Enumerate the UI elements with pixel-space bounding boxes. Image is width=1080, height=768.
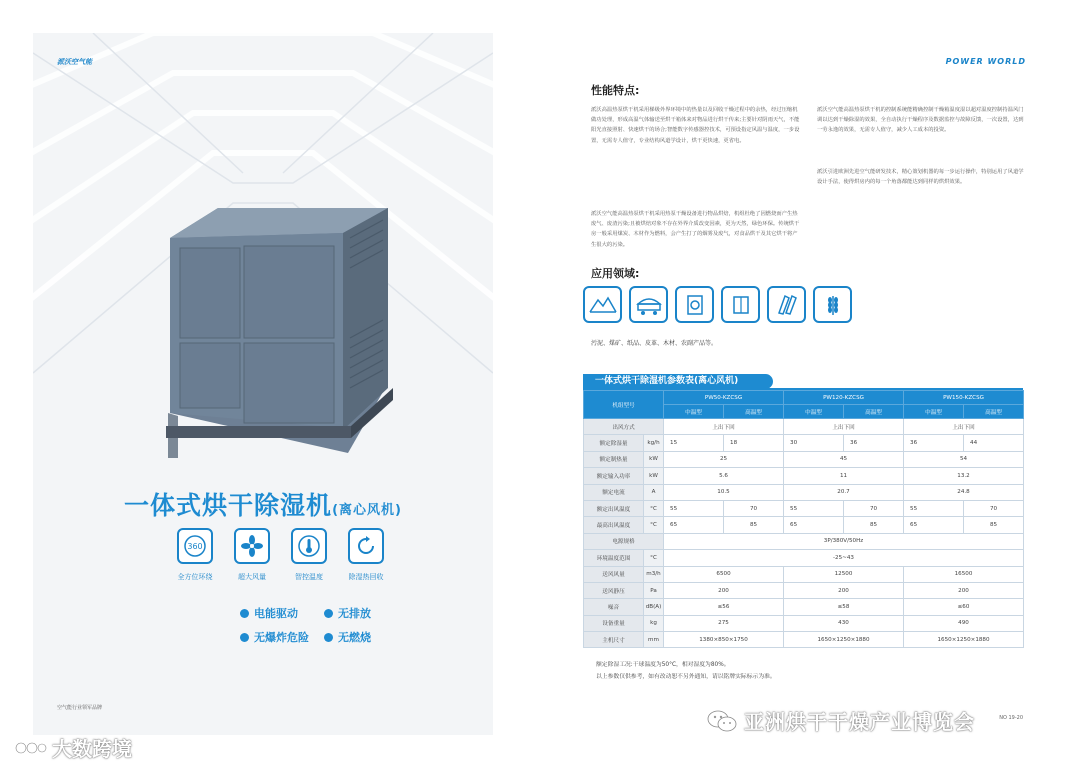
table-cell: 18 <box>724 435 784 451</box>
table-row <box>584 550 1024 566</box>
table-row <box>584 451 1024 467</box>
table-note-1: 额定除湿工况:干球温度为50°C，相对湿度为80%。 <box>596 662 730 668</box>
table-row-unit: Pa <box>644 582 664 598</box>
table-cell: 13.2 <box>904 468 1024 484</box>
product-title-main: 一体式烘干除湿机 <box>124 491 333 520</box>
table-cell: 上出下回 <box>784 419 904 435</box>
table-row <box>584 419 1024 435</box>
table-row-unit: kW <box>644 451 664 467</box>
table-row-unit: °C <box>644 517 664 533</box>
feature-item <box>342 528 390 582</box>
watermark-right <box>706 706 975 735</box>
table-row-label: 环境温度范围 <box>584 550 644 566</box>
features-paragraph-4: 派沃引进欧洲先进空气能研发技术，精心策划机器的每一步运行操作，特别运用了风道学设计手法，使得烘房内的每一个角落都能达到同样的烘烘效果。 <box>817 169 1024 186</box>
table-row-label: 额定输入功率 <box>584 468 644 484</box>
bullet-dot-icon <box>324 633 333 642</box>
table-cell: 15 <box>664 435 724 451</box>
table-header-model-label: 机组型号 <box>584 391 664 419</box>
table-cell: 44 <box>964 435 1024 451</box>
table-header-model: PW120-KZCSG <box>784 391 904 405</box>
benefit-list <box>240 605 408 645</box>
table-row <box>584 533 1024 549</box>
refresh-icon <box>348 528 384 564</box>
table-row-label: 设备重量 <box>584 615 644 631</box>
table-row <box>584 632 1024 648</box>
table-cell: 36 <box>844 435 904 451</box>
table-cell: 430 <box>784 615 904 631</box>
bullet-dot-icon <box>240 609 249 618</box>
benefit-label: 电能驱动 <box>254 607 298 620</box>
table-row <box>584 582 1024 598</box>
table-row-label: 主机尺寸 <box>584 632 644 648</box>
brand-logo-left: 派沃空气能 <box>57 58 92 66</box>
benefit-label: 无排放 <box>338 607 371 620</box>
features-paragraph-3: 派沃空气能高温热泵烘干机的控制系统能精确控制干燥箱温度湿以超对温度控制持温风门调以达到干燥除湿的效果，全自动执行干燥程序及数据监控与故障反馈，一次设置，达到一劳永逸的效果，无需专人值守，减少人工成本的投资。 <box>817 107 1024 134</box>
table-cell: 70 <box>724 500 784 516</box>
table-cell: 1650×1250×1880 <box>904 632 1024 648</box>
table-cell: 上出下回 <box>904 419 1024 435</box>
table-cell: 70 <box>844 500 904 516</box>
table-cell: ≤56 <box>664 599 784 615</box>
thermometer-icon <box>291 528 327 564</box>
table-cell: 10.5 <box>664 484 784 500</box>
table-row <box>584 484 1024 500</box>
table-cell: 200 <box>664 582 784 598</box>
table-row <box>584 615 1024 631</box>
table-row-label: 额定制热量 <box>584 451 644 467</box>
feature-label: 除湿热回收 <box>348 573 384 581</box>
table-cell: 55 <box>664 500 724 516</box>
table-row-unit: A <box>644 484 664 500</box>
table-cell: 85 <box>844 517 904 533</box>
table-cell: 70 <box>964 500 1024 516</box>
brand-logo-right: POWER WORLD <box>945 57 1026 66</box>
table-row <box>584 599 1024 615</box>
table-cell: -25~43 <box>664 550 1024 566</box>
table-cell: 24.8 <box>904 484 1024 500</box>
table-cell: 65 <box>784 517 844 533</box>
table-cell: 1380×850×1750 <box>664 632 784 648</box>
table-row-label: 送风静压 <box>584 582 644 598</box>
table-title: 一体式烘干除湿机参数表(离心风机) <box>583 374 773 389</box>
feature-item <box>171 528 219 582</box>
table-cell: 25 <box>664 451 784 467</box>
table-row-unit: kg <box>644 615 664 631</box>
benefit-label: 无爆炸危险 <box>254 631 309 644</box>
feature-item <box>228 528 276 582</box>
product-title <box>33 486 493 522</box>
table-row-label: 出风方式 <box>584 419 664 435</box>
table-cell: 11 <box>784 468 904 484</box>
table-cell: 65 <box>664 517 724 533</box>
page-number: NO 19-20 <box>999 715 1023 721</box>
table-cell: 200 <box>784 582 904 598</box>
table-row <box>584 435 1024 451</box>
table-row-label: 最高出风温度 <box>584 517 644 533</box>
table-note-2: 以上参数仅供参考，如有改动恕不另外通知，请以铭牌实际标示为准。 <box>596 674 776 680</box>
features-paragraph-2: 派沃空气能高温热泵烘干机采用热泵干燥设备进行物品烘焙，机组杜绝了因燃烧而产生热废气、废渣污染;且被烘焙对象不存在外界介质改变因素，更为天然，绿色环保。传统烘干房一般采用煤炭、木材作为燃料，会产生打了的烟雾及废气，对食品烘干及其它烘干将产生很大的污染。 <box>591 211 800 248</box>
footer-tagline: 空气能行业领军品牌 <box>57 705 103 711</box>
table-cell: 85 <box>724 517 784 533</box>
bullet-dot-icon <box>324 609 333 618</box>
watermark-left <box>14 733 132 762</box>
table-header-model: PW150-KZCSG <box>904 391 1024 405</box>
benefit-label: 无燃烧 <box>338 631 371 644</box>
table-cell: 30 <box>784 435 844 451</box>
bullet-dot-icon <box>240 633 249 642</box>
svg-text:360: 360 <box>187 542 203 551</box>
benefit-item <box>240 605 324 621</box>
feature-item <box>285 528 333 582</box>
table-row-label: 送风风量 <box>584 566 644 582</box>
table-cell: 3P/380V/50Hz <box>664 533 1024 549</box>
table-cell: 275 <box>664 615 784 631</box>
feature-label: 超大风量 <box>238 573 266 581</box>
table-cell: 36 <box>904 435 964 451</box>
table-cell: 65 <box>904 517 964 533</box>
left-page <box>33 33 493 735</box>
table-row <box>584 500 1024 516</box>
table-row-unit: kW <box>644 468 664 484</box>
table-header-subtype: 中温型 <box>784 405 844 419</box>
table-header-model: PW50-KZCSG <box>664 391 784 405</box>
benefit-item <box>324 629 408 645</box>
fan-icon <box>234 528 270 564</box>
table-cell: 54 <box>904 451 1024 467</box>
table-row-label: 额定出风温度 <box>584 500 644 516</box>
table-cell: 6500 <box>664 566 784 582</box>
table-header-row <box>584 391 1024 405</box>
table-row <box>584 517 1024 533</box>
table-row-unit: mm <box>644 632 664 648</box>
table-header-subtype: 高温型 <box>724 405 784 419</box>
dehumidifier-unit-image <box>158 198 403 458</box>
table-cell: 85 <box>964 517 1024 533</box>
table-row-label: 额定除湿量 <box>584 435 644 451</box>
feature-icons <box>171 528 390 582</box>
table-cell: 45 <box>784 451 904 467</box>
table-row <box>584 468 1024 484</box>
table-row-label: 电源规格 <box>584 533 664 549</box>
benefit-item <box>240 629 324 645</box>
360-icon <box>177 528 213 564</box>
right-page <box>566 33 1056 735</box>
table-cell: ≤60 <box>904 599 1024 615</box>
mountain-icon <box>583 286 622 323</box>
table-cell: 16500 <box>904 566 1024 582</box>
watermark-left-text: 大数跨境 <box>52 737 132 761</box>
table-row-label: 额定电流 <box>584 484 644 500</box>
table-header-subtype: 中温型 <box>904 405 964 419</box>
parameter-table <box>583 390 1024 648</box>
watermark-right-text: 亚洲烘干干燥产业博览会 <box>744 710 975 734</box>
wood-icon <box>767 286 806 323</box>
table-cell: 490 <box>904 615 1024 631</box>
table-cell: 55 <box>784 500 844 516</box>
table-cell: 55 <box>904 500 964 516</box>
table-cell: 20.7 <box>784 484 904 500</box>
table-cell: 12500 <box>784 566 904 582</box>
leather-icon <box>721 286 760 323</box>
table-row-unit: °C <box>644 550 664 566</box>
feature-label: 全方位环绕 <box>177 573 213 581</box>
section-title-features: 性能特点: <box>591 84 640 97</box>
applications-text: 污泥、煤矿、纸品、皮革、木材、农副产品等。 <box>591 340 718 347</box>
application-icons <box>583 286 852 323</box>
features-paragraph-1: 派沃高温热泵烘干机采用梯级外界环境中的热量以及回收干燥过程中的余热，经过压缩机做功处理，形成高温气体输送至烘干箱体来对物品进行烘干传来;主要针对阴雨天气，不能阳光直接照射、快速烘干的场合;智能数字传感器控技术，可预设指定风温与温度，一步设置，无需专人值守，专业结构风道学设计，烘干更快速，更省电。 <box>591 107 800 144</box>
table-row-unit: m3/h <box>644 566 664 582</box>
product-title-sub: (离心风机) <box>332 503 402 518</box>
feature-label: 智控温度 <box>295 573 323 581</box>
table-cell: 上出下回 <box>664 419 784 435</box>
table-cell: 1650×1250×1880 <box>784 632 904 648</box>
table-cell: ≤58 <box>784 599 904 615</box>
table-header-subtype: 中温型 <box>664 405 724 419</box>
table-row-label: 噪音 <box>584 599 644 615</box>
table-row <box>584 566 1024 582</box>
table-cell: 200 <box>904 582 1024 598</box>
benefit-item <box>324 605 408 621</box>
watermark-logo-icon <box>14 737 48 759</box>
paper-roll-icon <box>675 286 714 323</box>
grain-cart-icon <box>629 286 668 323</box>
table-row-unit: kg/h <box>644 435 664 451</box>
wechat-icon <box>706 708 738 734</box>
table-cell: 5.6 <box>664 468 784 484</box>
table-row-unit: dB(A) <box>644 599 664 615</box>
table-header-subtype: 高温型 <box>844 405 904 419</box>
table-header-subtype: 高温型 <box>964 405 1024 419</box>
table-row-unit: °C <box>644 500 664 516</box>
section-title-applications: 应用领域: <box>591 267 640 280</box>
wheat-icon <box>813 286 852 323</box>
